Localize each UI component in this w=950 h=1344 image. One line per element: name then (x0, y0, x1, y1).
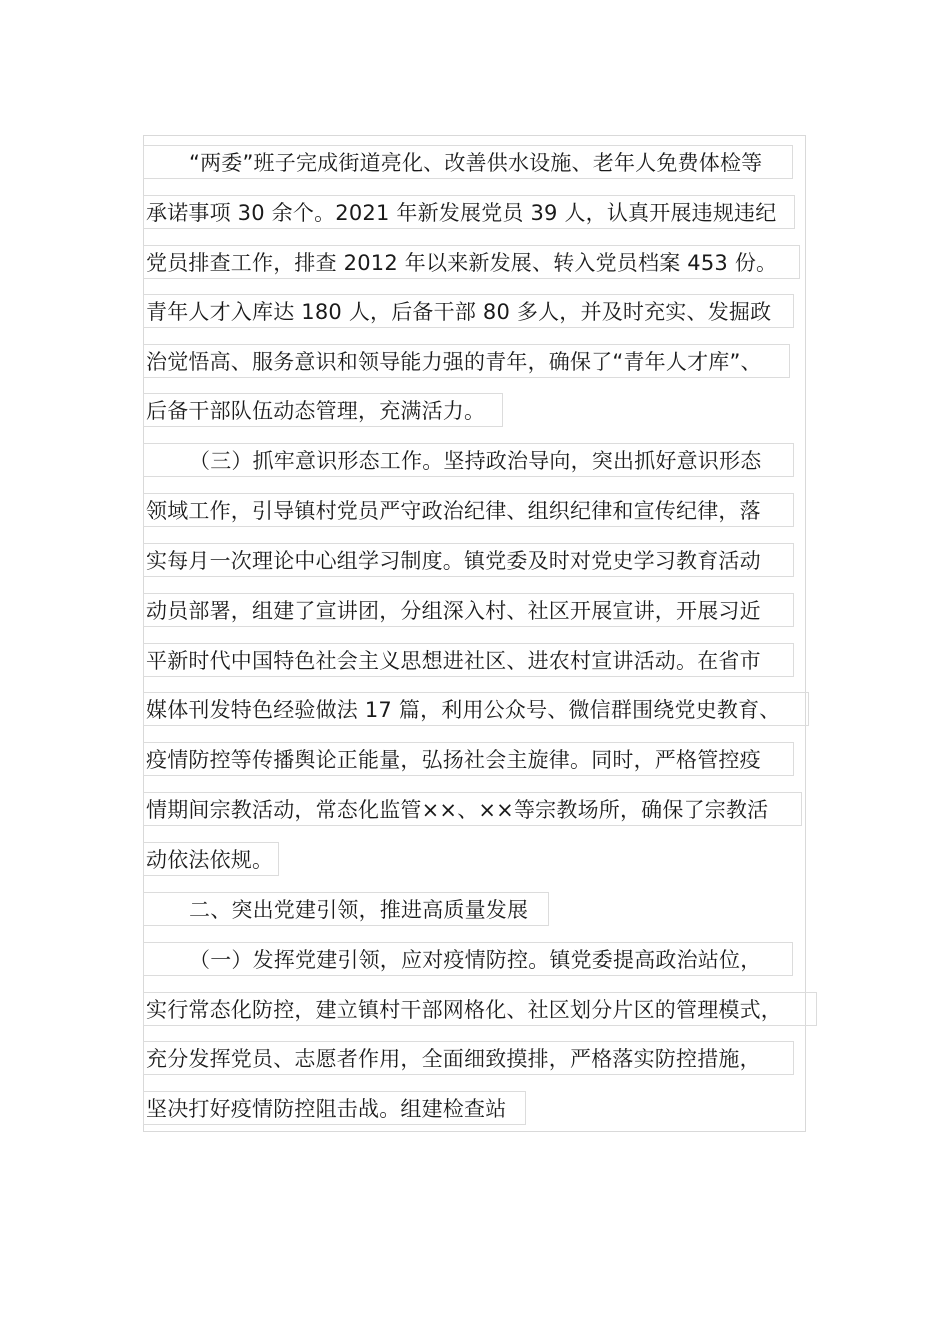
text-line-2: 承诺事项 30 余个。2021 年新发展党员 39 人，认真开展违规违纪 (143, 195, 795, 229)
text-line-14: 情期间宗教活动，常态化监管××、××等宗教场所，确保了宗教活 (143, 792, 802, 826)
page-frame (143, 135, 806, 1132)
text-line-9: 实每月一次理论中心组学习制度。镇党委及时对党史学习教育活动 (143, 543, 794, 577)
text-line-19: 充分发挥党员、志愿者作用，全面细致摸排，严格落实防控措施， (143, 1041, 794, 1075)
text-line-15: 动依法依规。 (143, 842, 279, 876)
text-line-7: （三）抓牢意识形态工作。坚持政治导向，突出抓好意识形态 (143, 443, 794, 477)
text-line-18: 实行常态化防控，建立镇村干部网格化、社区划分片区的管理模式， (143, 992, 817, 1026)
text-line-8: 领域工作，引导镇村党员严守政治纪律、组织纪律和宣传纪律，落 (143, 493, 794, 527)
text-line-13: 疫情防控等传播舆论正能量，弘扬社会主旋律。同时，严格管控疫 (143, 742, 794, 776)
text-line-20: 坚决打好疫情防控阻击战。组建检查站 (143, 1091, 526, 1125)
text-line-6: 后备干部队伍动态管理，充满活力。 (143, 393, 503, 427)
text-line-3: 党员排查工作，排查 2012 年以来新发展、转入党员档案 453 份。 (143, 245, 800, 279)
text-line-1: “两委”班子完成街道亮化、改善供水设施、老年人免费体检等 (143, 145, 793, 179)
text-line-17: （一）发挥党建引领，应对疫情防控。镇党委提高政治站位， (143, 942, 793, 976)
section-heading: 二、突出党建引领，推进高质量发展 (143, 892, 549, 926)
text-line-5: 治觉悟高、服务意识和领导能力强的青年，确保了“青年人才库”、 (143, 344, 790, 378)
text-line-12: 媒体刊发特色经验做法 17 篇，利用公众号、微信群围绕党史教育、 (143, 692, 809, 726)
text-line-10: 动员部署，组建了宣讲团，分组深入村、社区开展宣讲，开展习近 (143, 593, 794, 627)
text-line-11: 平新时代中国特色社会主义思想进社区、进农村宣讲活动。在省市 (143, 643, 794, 677)
text-line-4: 青年人才入库达 180 人，后备干部 80 多人，并及时充实、发掘政 (143, 294, 794, 328)
